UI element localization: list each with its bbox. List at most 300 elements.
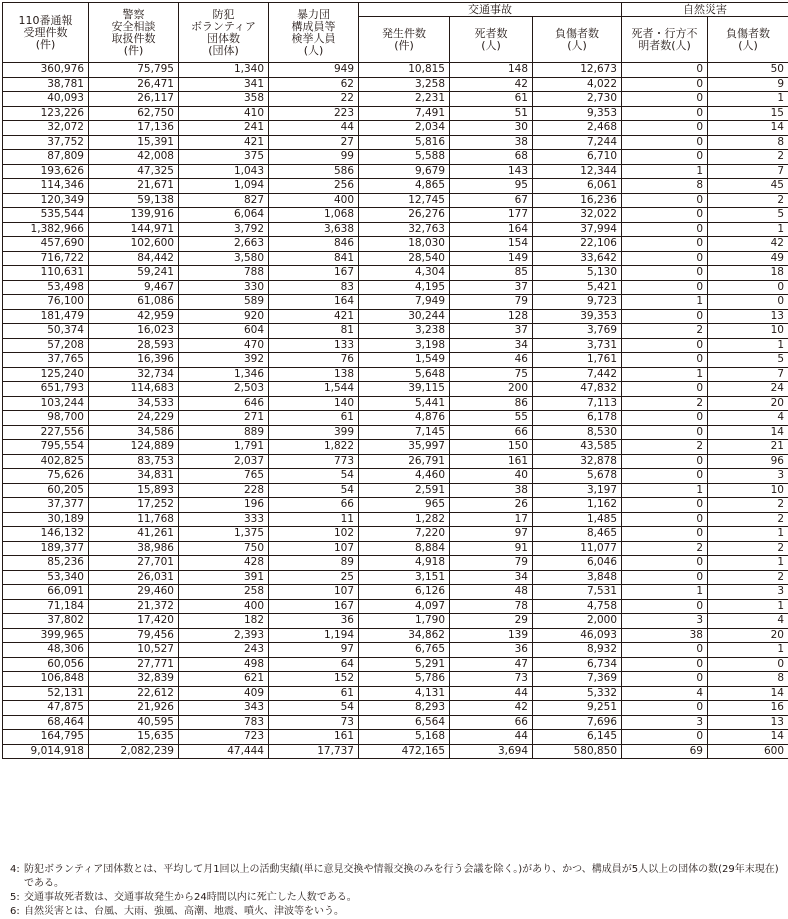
table-row: [3, 686, 788, 701]
table-cell: 16,236: [533, 193, 622, 208]
table-cell: 30,189: [3, 512, 89, 527]
table-cell: 76: [269, 353, 359, 368]
table-cell: 34,586: [89, 425, 179, 440]
table-cell: 6,564: [359, 715, 450, 730]
table-cell: 7,369: [533, 672, 622, 687]
table-cell: 2: [708, 150, 788, 165]
table-cell: 1: [622, 164, 708, 179]
table-cell: 50: [708, 63, 788, 78]
table-row: [3, 599, 788, 614]
table-cell: 227,556: [3, 425, 89, 440]
table-cell: 189,377: [3, 541, 89, 556]
table-cell: 783: [179, 715, 269, 730]
table-cell: 22: [269, 92, 359, 107]
table-cell: 0: [622, 730, 708, 745]
table-cell: 12,673: [533, 63, 622, 78]
table-cell: 6,046: [533, 556, 622, 571]
table-cell: 1,822: [269, 440, 359, 455]
table-cell: 841: [269, 251, 359, 266]
table-cell: 343: [179, 701, 269, 716]
table-cell: 421: [179, 135, 269, 150]
table-cell: 114,683: [89, 382, 179, 397]
table-row: [3, 295, 788, 310]
table-cell: 3,731: [533, 338, 622, 353]
table-cell: 402,825: [3, 454, 89, 469]
table-cell: 2: [708, 541, 788, 556]
table-cell: 2: [622, 440, 708, 455]
table-cell: 28,540: [359, 251, 450, 266]
table-cell: 2: [622, 396, 708, 411]
table-cell: 14: [708, 425, 788, 440]
footnote: [10, 891, 786, 905]
table-row: [3, 63, 788, 78]
table-cell: 2,231: [359, 92, 450, 107]
table-row: [3, 672, 788, 687]
table-cell: 4: [622, 686, 708, 701]
table-cell: 37,765: [3, 353, 89, 368]
table-cell: 27: [269, 135, 359, 150]
table-cell: 2: [708, 570, 788, 585]
table-cell: 61: [269, 411, 359, 426]
footnote-number: 5:: [10, 892, 20, 903]
table-cell: 26,031: [89, 570, 179, 585]
table-cell: 7: [708, 164, 788, 179]
table-cell: 164: [269, 295, 359, 310]
table-cell: 3: [708, 585, 788, 600]
table-cell: 139,916: [89, 208, 179, 223]
table-cell: 6,734: [533, 657, 622, 672]
table-cell: 146,132: [3, 527, 89, 542]
table-cell: 965: [359, 498, 450, 513]
table-row: [3, 512, 788, 527]
table-cell: 18,030: [359, 237, 450, 252]
table-cell: 32,734: [89, 367, 179, 382]
table-cell: 2: [708, 193, 788, 208]
table-cell: 5: [708, 208, 788, 223]
table-cell: 40,595: [89, 715, 179, 730]
table-cell: 35,997: [359, 440, 450, 455]
table-cell: 0: [708, 280, 788, 295]
table-cell: 7,949: [359, 295, 450, 310]
table-row: [3, 324, 788, 339]
table-cell: 96: [708, 454, 788, 469]
table-cell: 48: [450, 585, 533, 600]
table-cell: 3,151: [359, 570, 450, 585]
table-row: [3, 193, 788, 208]
table-cell: 5,291: [359, 657, 450, 672]
table-cell: 37,802: [3, 614, 89, 629]
table-cell: 358: [179, 92, 269, 107]
table-cell: 67: [450, 193, 533, 208]
table-row: [3, 179, 788, 194]
table-cell: 46,093: [533, 628, 622, 643]
table-cell: 10,815: [359, 63, 450, 78]
table-cell: 37: [450, 280, 533, 295]
table-row: [3, 657, 788, 672]
table-cell: 646: [179, 396, 269, 411]
table-cell: 57,208: [3, 338, 89, 353]
table-cell: 99: [269, 150, 359, 165]
table-row: [3, 483, 788, 498]
table-cell: 1: [708, 643, 788, 658]
table-cell: 200: [450, 382, 533, 397]
table-cell: 44: [450, 730, 533, 745]
total-cell: 472,165: [359, 744, 450, 759]
table-cell: 2,393: [179, 628, 269, 643]
table-cell: 6,178: [533, 411, 622, 426]
table-cell: 24: [708, 382, 788, 397]
table-row: [3, 469, 788, 484]
table-cell: 97: [269, 643, 359, 658]
table-cell: 12,344: [533, 164, 622, 179]
table-cell: 125,240: [3, 367, 89, 382]
table-row: [3, 353, 788, 368]
table-row: [3, 498, 788, 513]
table-cell: 47,325: [89, 164, 179, 179]
table-cell: 32,072: [3, 121, 89, 136]
table-cell: 330: [179, 280, 269, 295]
table-cell: 1: [708, 92, 788, 107]
table-cell: 97: [450, 527, 533, 542]
table-cell: 60,205: [3, 483, 89, 498]
table-cell: 27,701: [89, 556, 179, 571]
table-cell: 37,377: [3, 498, 89, 513]
table-cell: 2: [622, 541, 708, 556]
table-cell: 399: [269, 425, 359, 440]
table-cell: 177: [450, 208, 533, 223]
table-cell: 12,745: [359, 193, 450, 208]
table-cell: 148: [450, 63, 533, 78]
total-cell: 600: [708, 744, 788, 759]
table-row: [3, 701, 788, 716]
table-cell: 51: [450, 106, 533, 121]
table-cell: 0: [708, 295, 788, 310]
table-cell: 8: [708, 672, 788, 687]
table-cell: 0: [622, 512, 708, 527]
table-cell: 25: [269, 570, 359, 585]
table-cell: 7,145: [359, 425, 450, 440]
table-cell: 17,420: [89, 614, 179, 629]
table-cell: 16: [708, 701, 788, 716]
table-cell: 29: [450, 614, 533, 629]
table-cell: 1: [622, 367, 708, 382]
table-cell: 457,690: [3, 237, 89, 252]
table-cell: 152: [269, 672, 359, 687]
table-cell: 2,037: [179, 454, 269, 469]
table-cell: 5,421: [533, 280, 622, 295]
table-cell: 6,061: [533, 179, 622, 194]
table-cell: 84,442: [89, 251, 179, 266]
table-cell: 24,229: [89, 411, 179, 426]
table-cell: 1,340: [179, 63, 269, 78]
table-cell: 34,831: [89, 469, 179, 484]
table-cell: 0: [622, 251, 708, 266]
table-cell: 6,145: [533, 730, 622, 745]
table-cell: 20: [708, 628, 788, 643]
table-cell: 360,976: [3, 63, 89, 78]
table-cell: 34,862: [359, 628, 450, 643]
table-row: [3, 570, 788, 585]
table-cell: 2,663: [179, 237, 269, 252]
table-cell: 39,115: [359, 382, 450, 397]
total-row: [3, 744, 788, 759]
table-cell: 535,544: [3, 208, 89, 223]
footnote: [10, 863, 786, 891]
table-cell: 827: [179, 193, 269, 208]
table-cell: 8,293: [359, 701, 450, 716]
table-cell: 32,763: [359, 222, 450, 237]
table-cell: 85,236: [3, 556, 89, 571]
footnote-text: 自然災害とは、台風、大雨、強風、高潮、地震、噴火、津波等をいう。: [24, 906, 344, 917]
table-cell: 375: [179, 150, 269, 165]
table-row: [3, 614, 788, 629]
table-cell: 392: [179, 353, 269, 368]
table-cell: 5,588: [359, 150, 450, 165]
table-cell: 400: [179, 599, 269, 614]
table-cell: 0: [622, 135, 708, 150]
table-cell: 5,678: [533, 469, 622, 484]
table-cell: 44: [269, 121, 359, 136]
table-cell: 4,022: [533, 77, 622, 92]
table-cell: 0: [622, 657, 708, 672]
table-cell: 0: [622, 193, 708, 208]
table-cell: 66: [269, 498, 359, 513]
table-cell: 27,771: [89, 657, 179, 672]
table-cell: 76,100: [3, 295, 89, 310]
table-cell: 470: [179, 338, 269, 353]
table-cell: 62: [269, 77, 359, 92]
total-cell: 3,694: [450, 744, 533, 759]
table-cell: 123,226: [3, 106, 89, 121]
table-cell: 391: [179, 570, 269, 585]
table-cell: 91: [450, 541, 533, 556]
table-cell: 20: [708, 396, 788, 411]
table-cell: 164,795: [3, 730, 89, 745]
table-cell: 2,591: [359, 483, 450, 498]
table-cell: 9: [708, 77, 788, 92]
table-cell: 4,460: [359, 469, 450, 484]
table-cell: 228: [179, 483, 269, 498]
prefecture-statistics-table: [2, 2, 788, 759]
table-cell: 3,848: [533, 570, 622, 585]
table-row: [3, 237, 788, 252]
table-cell: 83: [269, 280, 359, 295]
table-cell: 5,786: [359, 672, 450, 687]
table-cell: 87,809: [3, 150, 89, 165]
table-cell: 1,485: [533, 512, 622, 527]
table-row: [3, 135, 788, 150]
table-cell: 9,353: [533, 106, 622, 121]
table-cell: 1: [622, 585, 708, 600]
table-cell: 0: [622, 454, 708, 469]
table-cell: 0: [622, 266, 708, 281]
table-cell: 0: [622, 121, 708, 136]
table-cell: 32,878: [533, 454, 622, 469]
table-cell: 36: [450, 643, 533, 658]
table-cell: 1,790: [359, 614, 450, 629]
table-cell: 14: [708, 686, 788, 701]
table-cell: 2,730: [533, 92, 622, 107]
header-110-calls: 110番通報 受理件数 (件): [3, 3, 89, 63]
table-cell: 0: [622, 237, 708, 252]
table-cell: 161: [269, 730, 359, 745]
table-cell: 7,442: [533, 367, 622, 382]
table-cell: 81: [269, 324, 359, 339]
table-cell: 128: [450, 309, 533, 324]
table-cell: 399,965: [3, 628, 89, 643]
table-cell: 66,091: [3, 585, 89, 600]
table-cell: 2: [708, 498, 788, 513]
header-safety-consultations: 警察 安全相談 取扱件数 (件): [89, 3, 179, 63]
table-cell: 40: [450, 469, 533, 484]
table-cell: 53,498: [3, 280, 89, 295]
table-cell: 114,346: [3, 179, 89, 194]
footnotes: [10, 863, 786, 919]
table-cell: 8: [622, 179, 708, 194]
table-row: [3, 454, 788, 469]
statistics-page: [2, 2, 788, 917]
table-cell: 3: [708, 469, 788, 484]
table-cell: 47: [450, 657, 533, 672]
table-cell: 0: [622, 527, 708, 542]
table-cell: 55: [450, 411, 533, 426]
footnote: [10, 905, 786, 919]
table-cell: 181,479: [3, 309, 89, 324]
table-cell: 258: [179, 585, 269, 600]
table-row: [3, 367, 788, 382]
table-row: [3, 715, 788, 730]
table-cell: 410: [179, 106, 269, 121]
table-cell: 11: [269, 512, 359, 527]
table-cell: 2,503: [179, 382, 269, 397]
table-cell: 10: [708, 483, 788, 498]
table-cell: 32,022: [533, 208, 622, 223]
table-cell: 765: [179, 469, 269, 484]
table-cell: 4,865: [359, 179, 450, 194]
table-cell: 182: [179, 614, 269, 629]
table-cell: 37: [450, 324, 533, 339]
table-cell: 7,113: [533, 396, 622, 411]
table-cell: 161: [450, 454, 533, 469]
table-cell: 6,765: [359, 643, 450, 658]
table-cell: 73: [269, 715, 359, 730]
table-cell: 4,758: [533, 599, 622, 614]
table-cell: 271: [179, 411, 269, 426]
table-cell: 4: [708, 411, 788, 426]
table-cell: 604: [179, 324, 269, 339]
table-cell: 140: [269, 396, 359, 411]
table-cell: 846: [269, 237, 359, 252]
table-cell: 110,631: [3, 266, 89, 281]
table-cell: 16,023: [89, 324, 179, 339]
table-cell: 8: [708, 135, 788, 150]
total-cell: 580,850: [533, 744, 622, 759]
table-cell: 3: [622, 715, 708, 730]
table-cell: 154: [450, 237, 533, 252]
table-cell: 0: [622, 338, 708, 353]
table-cell: 143: [450, 164, 533, 179]
table-cell: 38,781: [3, 77, 89, 92]
table-row: [3, 106, 788, 121]
table-cell: 0: [622, 672, 708, 687]
table-cell: 0: [622, 280, 708, 295]
table-row: [3, 556, 788, 571]
table-cell: 17,136: [89, 121, 179, 136]
table-cell: 8,465: [533, 527, 622, 542]
table-cell: 788: [179, 266, 269, 281]
table-cell: 409: [179, 686, 269, 701]
table-cell: 22,106: [533, 237, 622, 252]
table-cell: 61: [269, 686, 359, 701]
table-cell: 7,531: [533, 585, 622, 600]
table-cell: 39,353: [533, 309, 622, 324]
table-cell: 78: [450, 599, 533, 614]
table-cell: 2,034: [359, 121, 450, 136]
table-row: [3, 280, 788, 295]
total-cell: 9,014,918: [3, 744, 89, 759]
table-cell: 38,986: [89, 541, 179, 556]
table-cell: 32,839: [89, 672, 179, 687]
table-cell: 42,959: [89, 309, 179, 324]
table-cell: 26,117: [89, 92, 179, 107]
table-row: [3, 121, 788, 136]
table-cell: 21,926: [89, 701, 179, 716]
table-cell: 9,723: [533, 295, 622, 310]
table-cell: 3,258: [359, 77, 450, 92]
table-cell: 66: [450, 425, 533, 440]
table-row: [3, 266, 788, 281]
table-cell: 11,768: [89, 512, 179, 527]
table-cell: 38: [450, 483, 533, 498]
table-cell: 44: [450, 686, 533, 701]
table-row: [3, 150, 788, 165]
table-cell: 102,600: [89, 237, 179, 252]
table-cell: 34: [450, 338, 533, 353]
table-cell: 89: [269, 556, 359, 571]
table-cell: 21: [708, 440, 788, 455]
table-cell: 223: [269, 106, 359, 121]
table-row: [3, 77, 788, 92]
table-cell: 36: [269, 614, 359, 629]
table-cell: 59,241: [89, 266, 179, 281]
table-cell: 98,700: [3, 411, 89, 426]
table-cell: 750: [179, 541, 269, 556]
table-cell: 28,593: [89, 338, 179, 353]
header-traffic-injured: 負傷者数 (人): [533, 17, 622, 63]
table-cell: 1,761: [533, 353, 622, 368]
table-cell: 46: [450, 353, 533, 368]
table-cell: 1,162: [533, 498, 622, 513]
header-disaster-dead-missing: 死者・行方不 明者数(人): [622, 17, 708, 63]
table-cell: 167: [269, 599, 359, 614]
table-cell: 103,244: [3, 396, 89, 411]
table-cell: 61,086: [89, 295, 179, 310]
table-cell: 421: [269, 309, 359, 324]
table-cell: 48,306: [3, 643, 89, 658]
total-cell: 17,737: [269, 744, 359, 759]
table-cell: 1,094: [179, 179, 269, 194]
table-cell: 1: [622, 483, 708, 498]
table-cell: 0: [622, 425, 708, 440]
header-traffic-deaths: 死者数 (人): [450, 17, 533, 63]
table-cell: 4,876: [359, 411, 450, 426]
table-cell: 2,468: [533, 121, 622, 136]
table-cell: 47,832: [533, 382, 622, 397]
header-traffic-accidents: 交通事故: [359, 3, 622, 17]
table-cell: 14: [708, 121, 788, 136]
table-cell: 26: [450, 498, 533, 513]
table-cell: 79,456: [89, 628, 179, 643]
